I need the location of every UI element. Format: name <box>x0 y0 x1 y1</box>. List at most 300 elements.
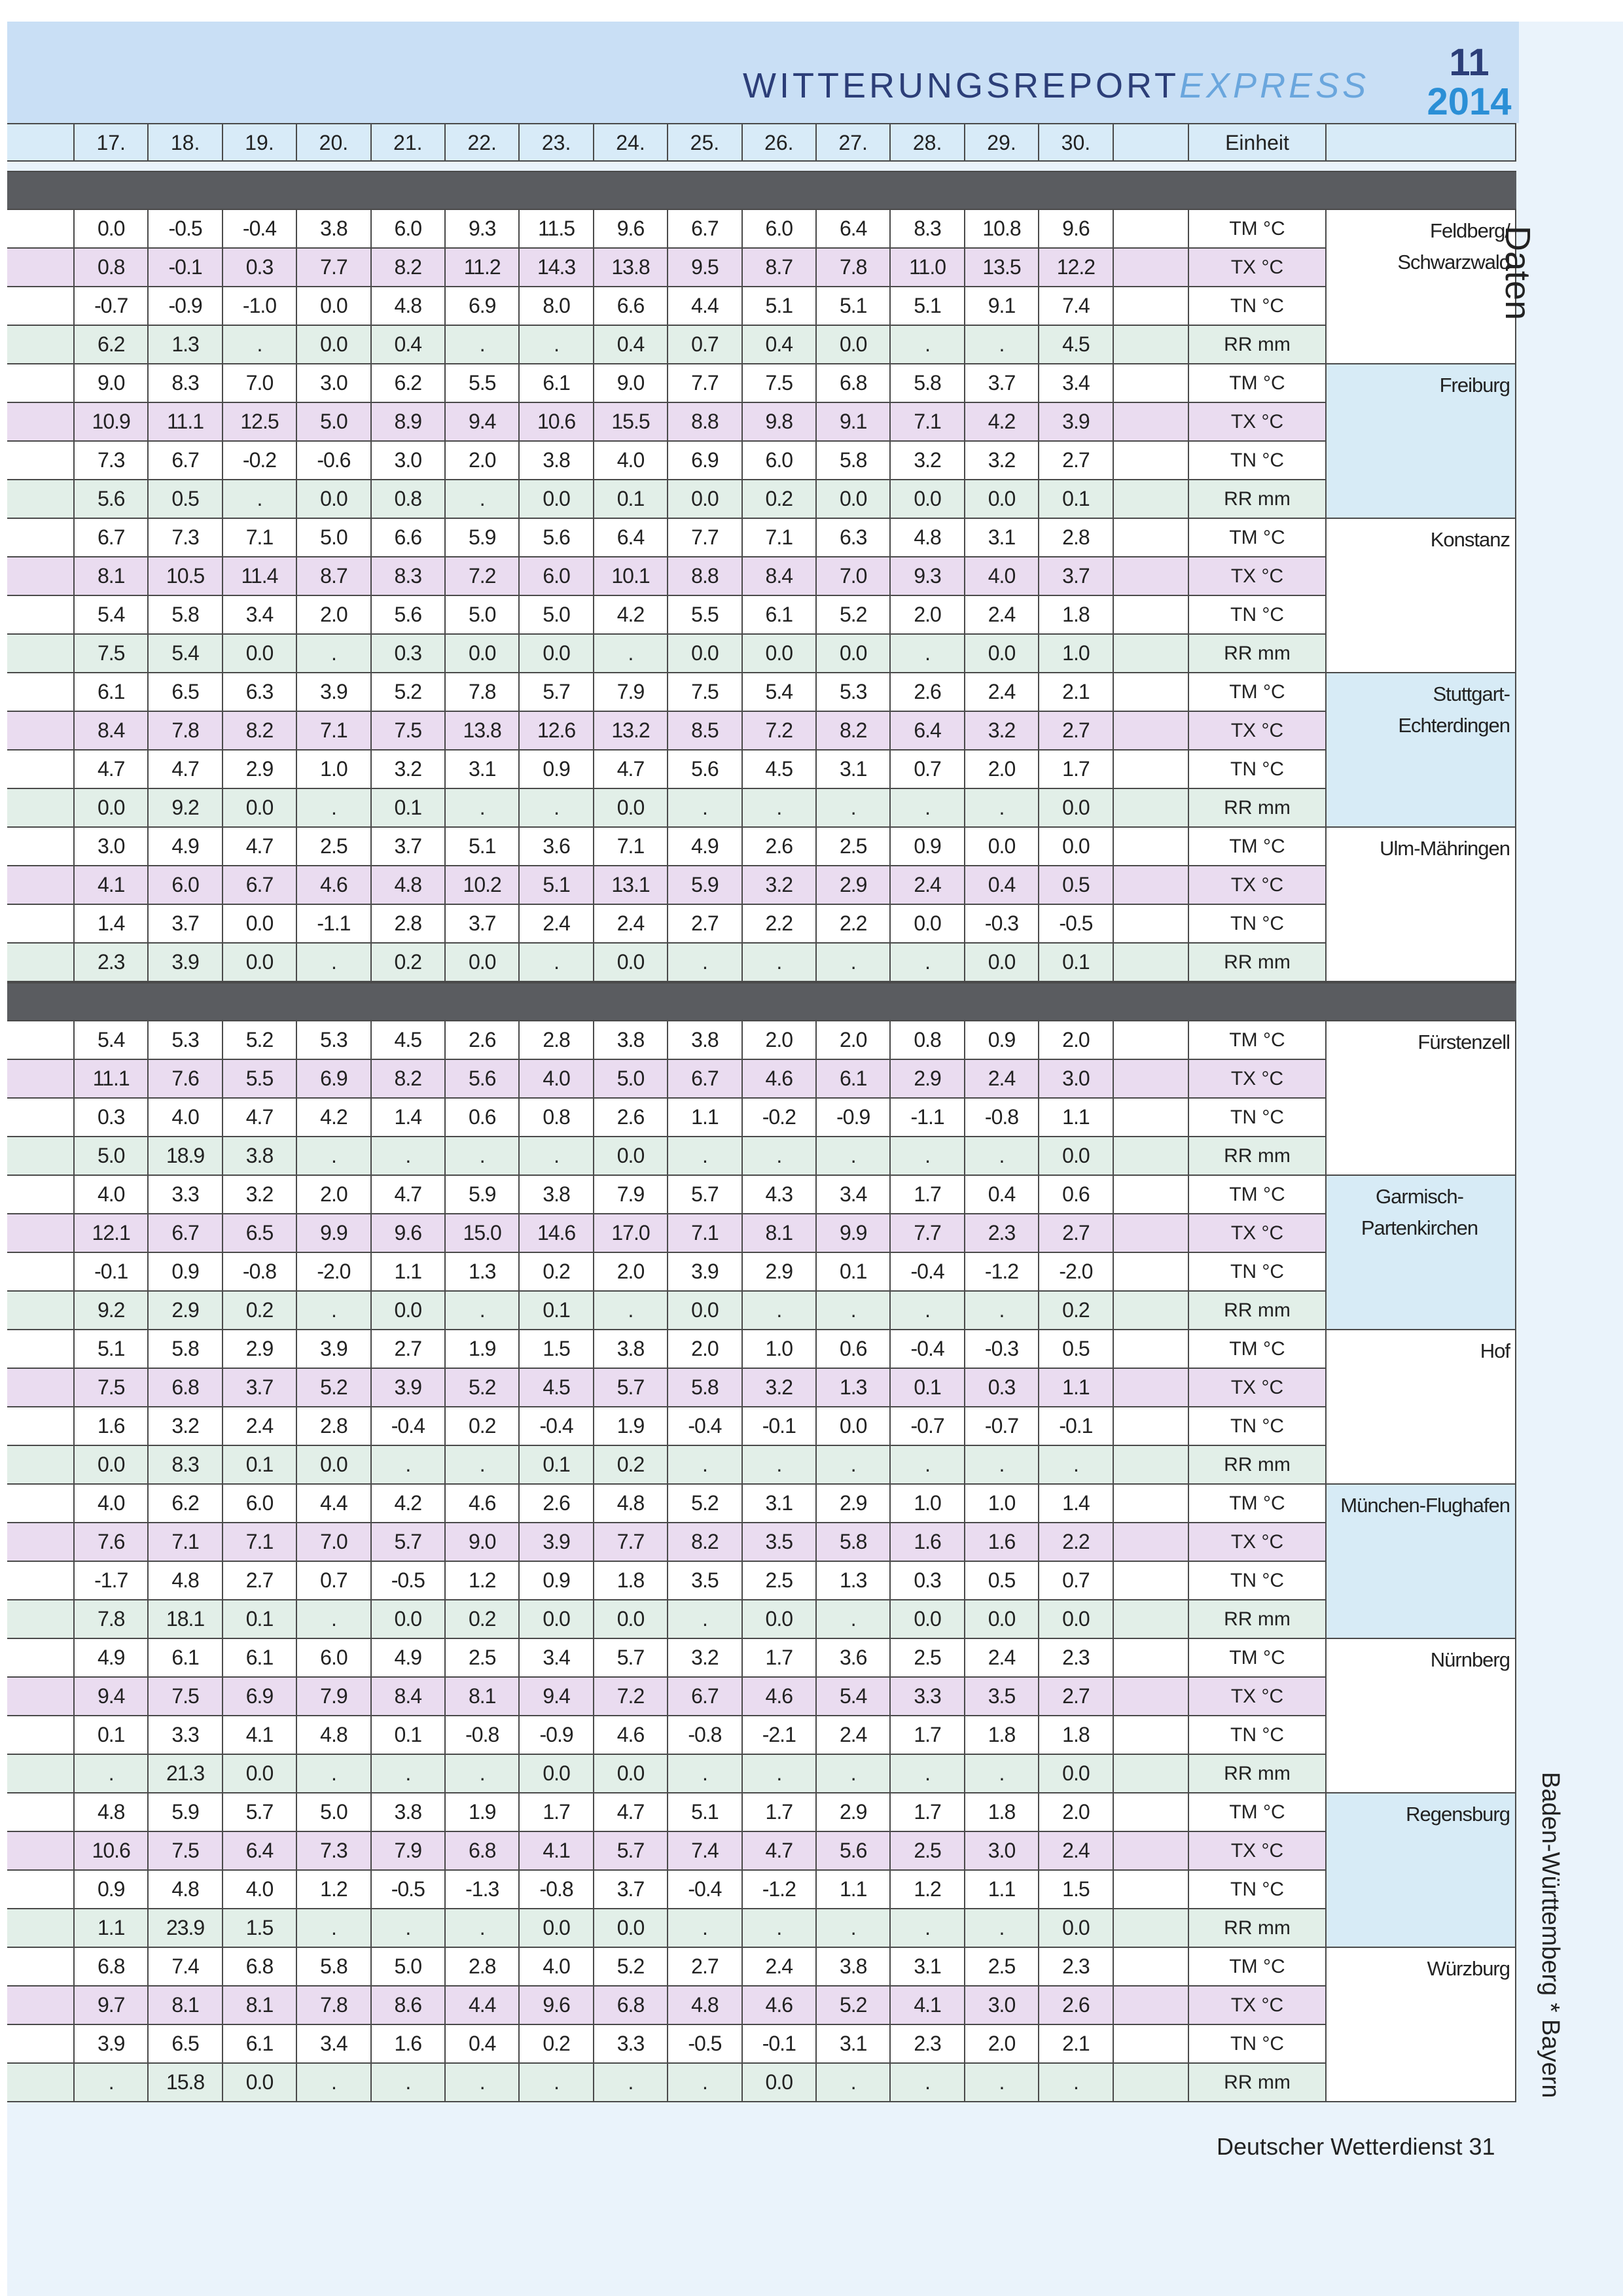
value-cell: 3.8 <box>518 1176 592 1213</box>
value-cell: 0.0 <box>1038 828 1112 865</box>
day-header-cell: 30. <box>1038 124 1112 162</box>
value-cell: 0.2 <box>518 1253 592 1290</box>
value-cell: 3.2 <box>889 442 963 479</box>
data-row-tm <box>7 1485 1516 1523</box>
value-cell: 0.0 <box>593 1600 667 1638</box>
value-cell: . <box>815 789 889 826</box>
value-cell: . <box>964 1137 1038 1174</box>
value-cell: 7.5 <box>147 1678 221 1715</box>
value-cell: 8.6 <box>370 1987 444 2024</box>
value-cell: 8.1 <box>444 1678 518 1715</box>
value-cell: 6.5 <box>147 673 221 711</box>
value-cell: 0.0 <box>444 635 518 672</box>
value-cell: 9.4 <box>518 1678 592 1715</box>
value-cell: 2.0 <box>1038 1793 1112 1831</box>
value-cell: 8.4 <box>370 1678 444 1715</box>
row-empty-cell <box>1113 1060 1188 1097</box>
value-cell: 8.3 <box>370 557 444 595</box>
row-empty-cell <box>1113 1330 1188 1368</box>
row-empty-cell <box>1113 1600 1188 1638</box>
value-cell: 1.6 <box>964 1523 1038 1561</box>
row-empty-cell <box>1113 673 1188 711</box>
value-cell: 9.1 <box>964 287 1038 325</box>
value-cell: 1.1 <box>815 1871 889 1908</box>
row-empty-cell <box>1113 480 1188 518</box>
value-cell: 4.7 <box>593 751 667 788</box>
row-empty-cell <box>1113 210 1188 247</box>
value-cell: -2.1 <box>741 1716 815 1754</box>
row-lead-blank <box>7 480 73 518</box>
value-cell: 4.4 <box>296 1485 370 1522</box>
value-cell: 1.0 <box>964 1485 1038 1522</box>
unit-cell: TN °C <box>1188 287 1325 325</box>
day-header-cell: 29. <box>964 124 1038 162</box>
value-cell: . <box>370 1909 444 1947</box>
value-cell: 1.7 <box>741 1639 815 1676</box>
value-cell: 9.7 <box>73 1987 147 2024</box>
value-cell: 2.3 <box>1038 1948 1112 1985</box>
value-cell: 3.0 <box>964 1832 1038 1869</box>
station-name: Regensburg <box>1406 1803 1510 1826</box>
value-cell: 6.9 <box>444 287 518 325</box>
value-cell: 0.7 <box>1038 1562 1112 1599</box>
value-cell: 3.0 <box>370 442 444 479</box>
value-cell: 0.0 <box>889 480 963 518</box>
value-cell: 11.2 <box>444 249 518 286</box>
unit-cell: TM °C <box>1188 1948 1325 1985</box>
value-cell: 1.8 <box>593 1562 667 1599</box>
value-cell: . <box>815 1600 889 1638</box>
row-empty-cell <box>1113 1948 1188 1985</box>
value-cell: 3.2 <box>370 751 444 788</box>
value-cell: 2.4 <box>815 1716 889 1754</box>
value-cell: . <box>296 635 370 672</box>
data-row-tx <box>7 249 1516 287</box>
station-name-box <box>1325 519 1516 673</box>
unit-cell: TN °C <box>1188 905 1325 942</box>
value-cell: 4.0 <box>518 1948 592 1985</box>
data-row-tn <box>7 287 1516 326</box>
value-cell: 7.3 <box>296 1832 370 1869</box>
value-cell: -1.3 <box>444 1871 518 1908</box>
value-cell: 5.4 <box>815 1678 889 1715</box>
value-cell: -0.5 <box>370 1871 444 1908</box>
value-cell: 2.1 <box>1038 673 1112 711</box>
value-cell: 6.6 <box>370 519 444 556</box>
value-cell: 6.4 <box>815 210 889 247</box>
value-cell: 0.0 <box>593 944 667 981</box>
unit-cell: TM °C <box>1188 1330 1325 1368</box>
value-cell: 6.0 <box>296 1639 370 1676</box>
value-cell: 0.3 <box>889 1562 963 1599</box>
value-cell: 0.0 <box>222 789 296 826</box>
value-cell: 0.0 <box>296 1446 370 1483</box>
value-cell: 4.0 <box>518 1060 592 1097</box>
value-cell: 8.2 <box>222 712 296 749</box>
unit-cell: TN °C <box>1188 2025 1325 2062</box>
value-cell: 1.4 <box>1038 1485 1112 1522</box>
value-cell: . <box>889 326 963 363</box>
value-cell: . <box>889 1755 963 1792</box>
value-cell: . <box>444 1137 518 1174</box>
data-row-tx <box>7 1060 1516 1099</box>
value-cell: 5.0 <box>296 1793 370 1831</box>
header-blank-cell <box>7 124 73 162</box>
row-lead-blank <box>7 1292 73 1329</box>
value-cell: 1.8 <box>964 1793 1038 1831</box>
value-cell: -0.4 <box>370 1407 444 1445</box>
value-cell: 1.8 <box>1038 1716 1112 1754</box>
value-cell: 4.9 <box>147 828 221 865</box>
value-cell: 4.0 <box>73 1176 147 1213</box>
value-cell: 3.9 <box>667 1253 741 1290</box>
value-cell: . <box>444 1755 518 1792</box>
value-cell: 0.9 <box>518 1562 592 1599</box>
value-cell: 1.4 <box>73 905 147 942</box>
value-cell: 4.6 <box>741 1987 815 2024</box>
value-cell: . <box>964 789 1038 826</box>
value-cell: 8.4 <box>73 712 147 749</box>
row-empty-cell <box>1113 866 1188 904</box>
value-cell: 0.1 <box>73 1716 147 1754</box>
value-cell: 6.0 <box>518 557 592 595</box>
value-cell: -0.1 <box>73 1253 147 1290</box>
value-cell: 5.6 <box>73 480 147 518</box>
report-title <box>743 65 1369 106</box>
value-cell: 3.8 <box>370 1793 444 1831</box>
row-lead-blank <box>7 789 73 826</box>
value-cell: 4.7 <box>147 751 221 788</box>
value-cell: 0.1 <box>593 480 667 518</box>
value-cell: 8.3 <box>889 210 963 247</box>
value-cell: 6.1 <box>222 1639 296 1676</box>
value-cell: . <box>741 944 815 981</box>
value-cell: 8.4 <box>741 557 815 595</box>
value-cell: 3.9 <box>370 1369 444 1406</box>
value-cell: 8.3 <box>147 1446 221 1483</box>
value-cell: 6.8 <box>73 1948 147 1985</box>
value-cell: 2.3 <box>73 944 147 981</box>
value-cell: 5.8 <box>667 1369 741 1406</box>
row-lead-blank <box>7 1562 73 1599</box>
value-cell: 5.2 <box>593 1948 667 1985</box>
value-cell: 3.1 <box>964 519 1038 556</box>
value-cell: 4.6 <box>296 866 370 904</box>
unit-cell: TN °C <box>1188 1871 1325 1908</box>
value-cell: -0.1 <box>1038 1407 1112 1445</box>
value-cell: 1.0 <box>296 751 370 788</box>
row-empty-cell <box>1113 1485 1188 1522</box>
value-cell: 13.8 <box>593 249 667 286</box>
value-cell: 3.7 <box>147 905 221 942</box>
value-cell: 13.2 <box>593 712 667 749</box>
value-cell: 4.9 <box>370 1639 444 1676</box>
value-cell: 6.0 <box>147 866 221 904</box>
value-cell: 4.9 <box>667 828 741 865</box>
value-cell: -2.0 <box>296 1253 370 1290</box>
value-cell: 0.5 <box>147 480 221 518</box>
value-cell: 0.0 <box>518 480 592 518</box>
row-empty-cell <box>1113 1832 1188 1869</box>
value-cell: 6.4 <box>889 712 963 749</box>
value-cell: 0.1 <box>889 1369 963 1406</box>
value-cell: 3.2 <box>147 1407 221 1445</box>
value-cell: 7.8 <box>147 712 221 749</box>
row-empty-cell <box>1113 1407 1188 1445</box>
value-cell: 18.9 <box>147 1137 221 1174</box>
data-row-tx <box>7 1369 1516 1407</box>
unit-cell: RR mm <box>1188 635 1325 672</box>
value-cell: . <box>667 2064 741 2101</box>
value-cell: 7.0 <box>815 557 889 595</box>
data-row-tn <box>7 1871 1516 1909</box>
station-name-box <box>1325 1176 1516 1330</box>
value-cell: 9.6 <box>370 1214 444 1252</box>
value-cell: 1.7 <box>889 1176 963 1213</box>
value-cell: -0.8 <box>222 1253 296 1290</box>
value-cell: 1.6 <box>370 2025 444 2062</box>
value-cell: 2.7 <box>667 905 741 942</box>
value-cell: 12.6 <box>518 712 592 749</box>
value-cell: 3.7 <box>593 1871 667 1908</box>
row-lead-blank <box>7 287 73 325</box>
value-cell: 0.8 <box>518 1099 592 1136</box>
value-cell: 0.1 <box>518 1446 592 1483</box>
value-cell: 3.8 <box>593 1021 667 1059</box>
value-cell: . <box>889 2064 963 2101</box>
value-cell: 0.0 <box>593 1755 667 1792</box>
value-cell: 0.0 <box>1038 1600 1112 1638</box>
value-cell: 8.2 <box>370 249 444 286</box>
value-cell: -0.5 <box>1038 905 1112 942</box>
value-cell: 11.0 <box>889 249 963 286</box>
value-cell: 14.6 <box>518 1214 592 1252</box>
value-cell: . <box>296 944 370 981</box>
row-lead-blank <box>7 1987 73 2024</box>
value-cell: 7.7 <box>593 1523 667 1561</box>
data-row-tx <box>7 866 1516 905</box>
value-cell: 11.1 <box>73 1060 147 1097</box>
row-empty-cell <box>1113 1214 1188 1252</box>
value-cell: 1.1 <box>370 1253 444 1290</box>
value-cell: 2.0 <box>741 1021 815 1059</box>
value-cell: 6.9 <box>667 442 741 479</box>
value-cell: -0.4 <box>667 1407 741 1445</box>
row-lead-blank <box>7 249 73 286</box>
data-row-tn <box>7 1407 1516 1446</box>
row-lead-blank <box>7 1948 73 1985</box>
value-cell: 0.0 <box>964 828 1038 865</box>
side-label-daten: Daten <box>1498 226 1537 321</box>
unit-cell: TX °C <box>1188 1369 1325 1406</box>
value-cell: 7.5 <box>370 712 444 749</box>
value-cell: 3.8 <box>593 1330 667 1368</box>
value-cell: 2.4 <box>518 905 592 942</box>
value-cell: 5.8 <box>815 1523 889 1561</box>
row-lead-blank <box>7 2064 73 2101</box>
value-cell: 7.2 <box>593 1678 667 1715</box>
value-cell: 6.1 <box>815 1060 889 1097</box>
value-cell: 5.2 <box>222 1021 296 1059</box>
value-cell: 9.4 <box>444 403 518 440</box>
value-cell: 5.6 <box>444 1060 518 1097</box>
value-cell: . <box>444 789 518 826</box>
row-lead-blank <box>7 1909 73 1947</box>
value-cell: 7.4 <box>1038 287 1112 325</box>
value-cell: 5.6 <box>667 751 741 788</box>
value-cell: . <box>741 1909 815 1947</box>
value-cell: 4.1 <box>889 1987 963 2024</box>
value-cell: 2.6 <box>741 828 815 865</box>
value-cell: . <box>518 789 592 826</box>
issue-year: 2014 <box>1427 80 1512 123</box>
value-cell: . <box>370 1137 444 1174</box>
value-cell: 4.9 <box>73 1639 147 1676</box>
unit-cell: TX °C <box>1188 1987 1325 2024</box>
value-cell: 4.0 <box>964 557 1038 595</box>
row-lead-blank <box>7 1137 73 1174</box>
value-cell: 7.1 <box>667 1214 741 1252</box>
value-cell: 2.7 <box>1038 442 1112 479</box>
value-cell: 5.7 <box>593 1832 667 1869</box>
unit-cell: TM °C <box>1188 1639 1325 1676</box>
value-cell: . <box>1038 1446 1112 1483</box>
value-cell: 1.3 <box>444 1253 518 1290</box>
data-row-rr <box>7 1446 1516 1485</box>
value-cell: 0.0 <box>741 1600 815 1638</box>
value-cell: 4.8 <box>593 1485 667 1522</box>
value-cell: 6.9 <box>222 1678 296 1715</box>
value-cell: 5.5 <box>444 364 518 402</box>
value-cell: 7.4 <box>667 1832 741 1869</box>
value-cell: 9.2 <box>73 1292 147 1329</box>
value-cell: 11.1 <box>147 403 221 440</box>
value-cell: -0.4 <box>889 1253 963 1290</box>
value-cell: 5.0 <box>296 403 370 440</box>
row-empty-cell <box>1113 635 1188 672</box>
unit-cell: TX °C <box>1188 866 1325 904</box>
value-cell: . <box>296 1600 370 1638</box>
value-cell: 4.8 <box>889 519 963 556</box>
unit-cell: TM °C <box>1188 1021 1325 1059</box>
value-cell: 5.7 <box>593 1639 667 1676</box>
value-cell: 1.1 <box>964 1871 1038 1908</box>
value-cell: 5.4 <box>73 596 147 633</box>
value-cell: 5.2 <box>815 1987 889 2024</box>
value-cell: 0.0 <box>667 635 741 672</box>
value-cell: 3.1 <box>815 751 889 788</box>
value-cell: 3.2 <box>964 442 1038 479</box>
value-cell: 2.6 <box>518 1485 592 1522</box>
unit-cell: RR mm <box>1188 1137 1325 1174</box>
value-cell: 0.5 <box>1038 1330 1112 1368</box>
data-row-rr <box>7 635 1516 673</box>
value-cell: 3.1 <box>741 1485 815 1522</box>
row-lead-blank <box>7 1600 73 1638</box>
value-cell: . <box>667 1137 741 1174</box>
value-cell: 3.6 <box>518 828 592 865</box>
value-cell: 3.1 <box>815 2025 889 2062</box>
day-header-cell: 19. <box>222 124 296 162</box>
value-cell: . <box>889 635 963 672</box>
value-cell: 0.0 <box>815 1407 889 1445</box>
value-cell: 0.0 <box>964 635 1038 672</box>
value-cell: 0.7 <box>889 751 963 788</box>
value-cell: 3.9 <box>73 2025 147 2062</box>
value-cell: 0.4 <box>593 326 667 363</box>
data-row-rr <box>7 2064 1516 2102</box>
value-cell: -0.3 <box>964 1330 1038 1368</box>
data-row-rr <box>7 789 1516 828</box>
value-cell: 5.7 <box>518 673 592 711</box>
value-cell: 5.6 <box>370 596 444 633</box>
value-cell: 6.2 <box>73 326 147 363</box>
row-lead-blank <box>7 1832 73 1869</box>
row-empty-cell <box>1113 557 1188 595</box>
value-cell: 5.9 <box>147 1793 221 1831</box>
value-cell: . <box>741 1755 815 1792</box>
unit-cell: TX °C <box>1188 249 1325 286</box>
value-cell: 5.0 <box>444 596 518 633</box>
value-cell: 7.1 <box>222 1523 296 1561</box>
data-row-tx <box>7 403 1516 442</box>
value-cell: 0.4 <box>964 1176 1038 1213</box>
data-row-tm <box>7 519 1516 557</box>
value-cell: 6.1 <box>73 673 147 711</box>
value-cell: . <box>518 1137 592 1174</box>
value-cell: -0.5 <box>370 1562 444 1599</box>
value-cell: 2.6 <box>889 673 963 711</box>
value-cell: -0.7 <box>73 287 147 325</box>
data-row-tx <box>7 1523 1516 1562</box>
day-header-cell: 24. <box>593 124 667 162</box>
value-cell: 1.2 <box>444 1562 518 1599</box>
unit-cell: TM °C <box>1188 519 1325 556</box>
value-cell: -0.4 <box>222 210 296 247</box>
row-lead-blank <box>7 1678 73 1715</box>
value-cell: 7.9 <box>370 1832 444 1869</box>
value-cell: 1.1 <box>667 1099 741 1136</box>
value-cell: 6.1 <box>518 364 592 402</box>
unit-cell: TN °C <box>1188 1099 1325 1136</box>
value-cell: -0.1 <box>147 249 221 286</box>
station-name: Ulm-Mähringen <box>1380 837 1510 860</box>
row-empty-cell <box>1113 1793 1188 1831</box>
row-lead-blank <box>7 557 73 595</box>
row-lead-blank <box>7 1793 73 1831</box>
value-cell: 0.2 <box>444 1407 518 1445</box>
value-cell: 5.9 <box>444 1176 518 1213</box>
value-cell: 2.2 <box>815 905 889 942</box>
value-cell: 4.8 <box>370 287 444 325</box>
value-cell: -0.8 <box>444 1716 518 1754</box>
value-cell: . <box>593 635 667 672</box>
value-cell: 5.4 <box>741 673 815 711</box>
row-empty-cell <box>1113 1446 1188 1483</box>
value-cell: 4.7 <box>593 1793 667 1831</box>
value-cell: 0.2 <box>370 944 444 981</box>
row-empty-cell <box>1113 1987 1188 2024</box>
value-cell: . <box>741 789 815 826</box>
value-cell: 0.1 <box>815 1253 889 1290</box>
value-cell: 2.7 <box>1038 1678 1112 1715</box>
value-cell: 0.0 <box>1038 1137 1112 1174</box>
value-cell: 0.1 <box>222 1600 296 1638</box>
value-cell: 0.0 <box>370 1292 444 1329</box>
value-cell: 2.4 <box>889 866 963 904</box>
unit-cell: RR mm <box>1188 2064 1325 2101</box>
unit-cell: TN °C <box>1188 442 1325 479</box>
